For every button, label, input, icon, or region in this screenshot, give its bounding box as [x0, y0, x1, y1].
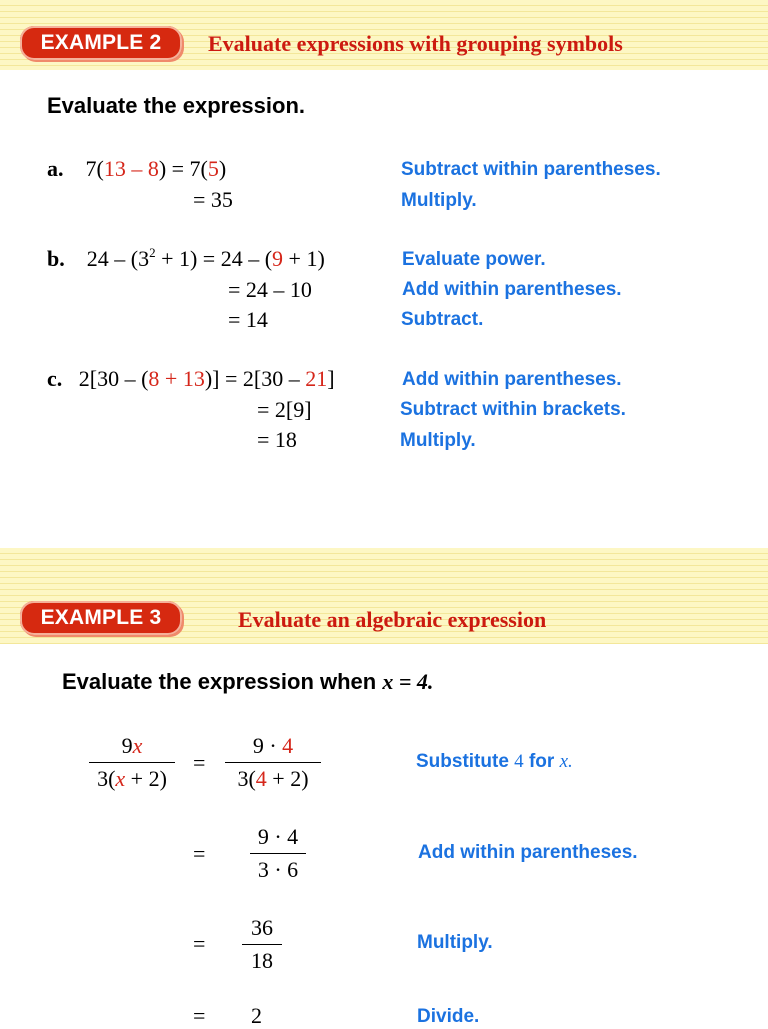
- prompt-math: x = 4.: [382, 669, 434, 694]
- step4-equals: =: [193, 1003, 206, 1028]
- fraction-denominator: 3 · 6: [257, 857, 299, 882]
- part-b-line3: = 14: [228, 307, 268, 332]
- part-b-line2: = 24 – 10: [228, 277, 312, 302]
- part-b-label: b.: [47, 246, 65, 271]
- expr-text: + 1): [283, 246, 325, 271]
- fraction-numerator: 9 · 4: [257, 824, 299, 849]
- step3-fraction: [242, 913, 282, 976]
- part-a-note-1: Subtract within parentheses.: [401, 159, 661, 180]
- example2-badge: EXAMPLE 2: [20, 26, 182, 60]
- part-a-label: a.: [47, 156, 64, 181]
- example3-badge: EXAMPLE 3: [20, 601, 182, 635]
- part-c-label: c.: [47, 366, 63, 391]
- part-c-line1: [47, 366, 335, 392]
- fraction-numerator: 36: [251, 915, 273, 940]
- step3-equals: =: [193, 931, 206, 956]
- part-a-line1: [47, 156, 226, 182]
- fraction-numerator: 9 · 4: [252, 733, 294, 758]
- part-c-note-1: Add within parentheses.: [402, 369, 622, 390]
- part-b-note-1: Evaluate power.: [402, 249, 546, 270]
- fraction-denominator: 18: [251, 948, 273, 973]
- part-c-line2: = 2[9]: [257, 397, 312, 422]
- example2-prompt: Evaluate the expression.: [47, 93, 305, 118]
- part-b-note-3: Subtract.: [401, 309, 484, 330]
- fraction-numerator: 9x: [121, 733, 143, 758]
- step1-fraction-right: [225, 731, 321, 794]
- part-b-note-2: Add within parentheses.: [402, 279, 622, 300]
- part-a-line2: = 35: [193, 187, 233, 212]
- prompt-text: Evaluate the expression when: [62, 669, 383, 694]
- step2-equals: =: [193, 841, 206, 866]
- part-a-note-2: Multiply.: [401, 190, 477, 211]
- step3-note: Multiply.: [417, 932, 493, 953]
- part-c-line3: = 18: [257, 427, 297, 452]
- example3-prompt: [62, 669, 433, 695]
- step1-note: Substitute 4 for x.: [416, 751, 573, 772]
- step1-equals: =: [193, 750, 206, 775]
- example3-title: Evaluate an algebraic expression: [238, 607, 547, 632]
- expr-text: ): [218, 156, 227, 181]
- step2-note: Add within parentheses.: [418, 842, 638, 863]
- expr-text: )] = 2[30 –: [204, 366, 306, 391]
- expr-text: ]: [327, 366, 335, 391]
- expr-highlight: 8 + 13: [148, 366, 205, 391]
- expr-highlight: 13 – 8: [103, 156, 159, 181]
- part-b-line1: [47, 246, 325, 272]
- fraction-bar: [242, 944, 282, 945]
- exponent: 2: [149, 245, 156, 260]
- step4-value: 2: [251, 1003, 262, 1028]
- fraction-denominator: 3(4 + 2): [237, 766, 309, 791]
- expr-text: + 1) = 24 – (: [155, 246, 273, 271]
- expr-highlight: 9: [272, 246, 284, 271]
- step1-fraction-left: [89, 731, 175, 794]
- fraction-denominator: 3(x + 2): [97, 766, 167, 791]
- expr-text: 2[30 – (: [78, 366, 149, 391]
- fraction-bar: [225, 762, 321, 763]
- fraction-bar: [89, 762, 175, 763]
- expr-highlight: 21: [305, 366, 328, 391]
- expr-text: 24 – (3: [86, 246, 150, 271]
- expr-text: ) = 7(: [158, 156, 208, 181]
- step4-note: Divide.: [417, 1006, 480, 1027]
- part-c-note-3: Multiply.: [400, 430, 476, 451]
- fraction-bar: [250, 853, 306, 854]
- part-c-note-2: Subtract within brackets.: [400, 399, 626, 420]
- expr-text: 7(: [85, 156, 104, 181]
- step2-fraction: [250, 822, 306, 885]
- example2-title: Evaluate expressions with grouping symbols: [208, 31, 623, 56]
- expr-highlight: 5: [207, 156, 219, 181]
